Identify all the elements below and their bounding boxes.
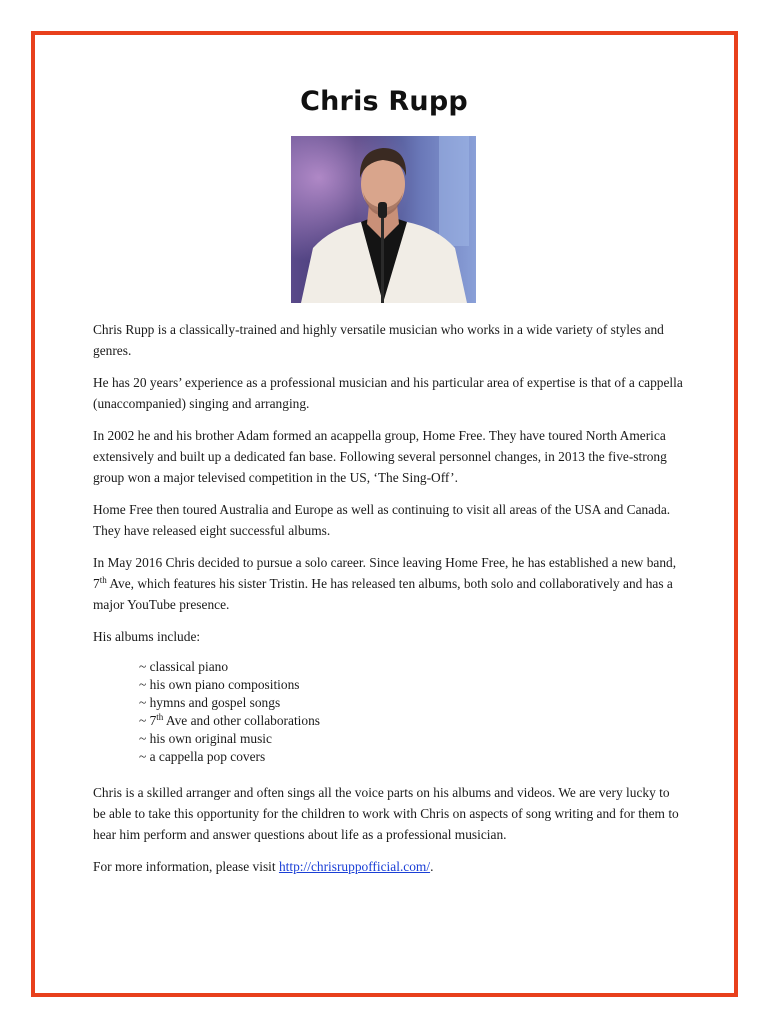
list-item: ~ his own piano compositions (139, 677, 300, 692)
list-item: ~ his own original music (139, 731, 272, 746)
website-link[interactable]: http://chrisruppofficial.com/ (278, 859, 431, 874)
article-body (93, 319, 683, 888)
list-item-text: ~ 7 (139, 713, 157, 728)
paragraph-home-free: In 2002 he and his brother Adam formed an acappella group, Home Free. They have toured North America extensively and built up a dedicated fan base. Following several personnel changes, in 2013 the five-strong group won a major televised competition in the US, ‘The Sing-Off’. (93, 428, 667, 485)
more-info-period: . (430, 859, 434, 874)
portrait-photo (291, 136, 476, 303)
list-item-text-rest: Ave and other collaborations (163, 713, 320, 728)
page-title: Chris Rupp (300, 86, 468, 117)
paragraph-experience: He has 20 years’ experience as a professional musician and his particular area of expertise is that of a cappella (unaccompanied) singing and arranging. (93, 375, 683, 411)
solo-career-text: In May 2016 Chris decided to pursue a solo career. Since leaving Home Free, he has established a new band, 7 (93, 555, 677, 591)
ordinal-suffix: th (99, 575, 107, 585)
paragraph-tours: Home Free then toured Australia and Europe as well as continuing to visit all areas of the USA and Canada. They have released eight successful albums. (93, 502, 671, 538)
solo-career-text-rest: Ave, which features his sister Tristin. He has released ten albums, both solo and collaboratively and has a major YouTube presence. (93, 576, 673, 612)
paragraph-more-info (93, 856, 683, 877)
list-item (139, 712, 683, 730)
more-info-text: For more information, please visit (93, 859, 279, 874)
ordinal-suffix: th (156, 712, 164, 722)
paragraph-albums-intro: His albums include: (93, 629, 201, 644)
albums-list (93, 658, 683, 766)
list-item: ~ a cappella pop covers (139, 749, 266, 764)
paragraph-arranger: Chris is a skilled arranger and often sings all the voice parts on his albums and videos. We are very lucky to be able to take this opportunity for the children to work with Chris on aspects of song writing and for them to hear him perform and answer questions about life as a professional musician. (93, 785, 679, 842)
list-item: ~ classical piano (139, 659, 229, 674)
paragraph-solo-career (93, 552, 683, 615)
list-item: ~ hymns and gospel songs (139, 695, 281, 710)
paragraph-intro: Chris Rupp is a classically-trained and highly versatile musician who works in a wide variety of styles and genres. (93, 322, 664, 358)
